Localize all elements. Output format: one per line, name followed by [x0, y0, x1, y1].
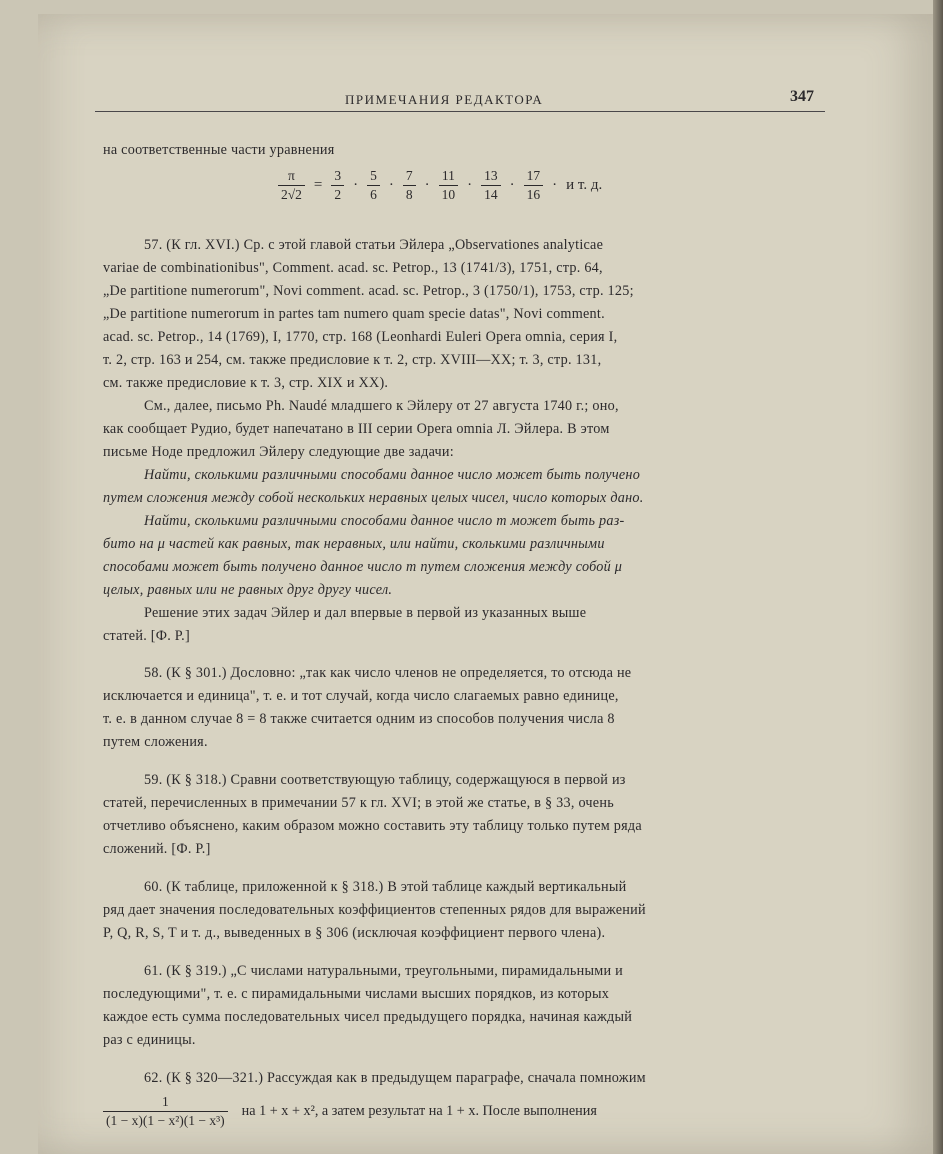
multiplication-dot: ·: [467, 177, 473, 193]
note-57-line: см. также предисловие к т. 3, стр. XIX и XX).: [103, 375, 389, 391]
note-58-line: 58. (К § 301.) Дословно: „так как число членов не определяется, то отсюда не: [144, 665, 632, 681]
fraction-denominator: 16: [524, 185, 544, 203]
fraction-numerator: 3: [334, 168, 342, 183]
note-57-line: 57. (К гл. XVI.) Ср. с этой главой статьи Эйлера „Observationes analyticae: [144, 237, 604, 253]
formula-fraction: [403, 168, 416, 203]
note-57-line: variae de combinationibus", Comment. acad. sc. Petrop., 13 (1741/3), 1751, стр. 64,: [103, 260, 603, 276]
note-57-line: т. 2, стр. 163 и 254, см. также предисловие к т. 2, стр. XVIII—XX; т. 3, стр. 131,: [103, 352, 602, 368]
fraction-numerator: 5: [370, 168, 377, 183]
fraction-numerator: 17: [526, 168, 541, 183]
equals-sign: =: [313, 177, 323, 193]
note-57-line: См., далее, письмо Ph. Naudé младшего к Эйлеру от 27 августа 1740 г.; оно,: [144, 398, 619, 414]
problem-2-line: Найти, сколькими различными способами данное число m может быть раз-: [144, 513, 625, 529]
multiplication-dot: ·: [509, 177, 515, 193]
fraction-numerator: 11: [441, 168, 455, 183]
formula-tail: и т. д.: [566, 177, 603, 193]
multiplication-dot: ·: [353, 177, 359, 193]
lhs-denominator: 2√2: [278, 185, 305, 203]
fraction-denominator: 8: [403, 185, 416, 203]
fraction-denominator: 6: [367, 185, 380, 203]
note-57-line: acad. sc. Petrop., 14 (1769), I, 1770, стр. 168 (Leonhardi Euleri Opera omnia, серия I,: [103, 329, 618, 345]
formula-fraction: [439, 168, 459, 203]
note-61-line: каждое есть сумма последовательных чисел предыдущего порядка, начиная каждый: [103, 1009, 633, 1025]
problem-2-line: бито на μ частей как равных, так неравных, или найти, сколькими различными: [103, 536, 605, 552]
note-59-line: статей, перечисленных в примечании 57 к гл. XVI; в этой же статье, в § 33, очень: [103, 795, 614, 811]
note-57-line: Решение этих задач Эйлер и дал впервые в первой из указанных выше: [144, 605, 587, 621]
note-62-formula: [103, 1094, 597, 1129]
multiplication-dot: ·: [388, 177, 394, 193]
note-59-line: 59. (К § 318.) Сравни соответствующую таблицу, содержащуюся в первой из: [144, 772, 626, 788]
problem-2-line: способами может быть получено данное число m путем сложения между собой μ: [103, 559, 623, 575]
page-number: 347: [790, 88, 814, 105]
intro-line: на соответственные части уравнения: [103, 142, 335, 158]
fraction-numerator: 13: [484, 168, 498, 183]
multiplication-dot: ·: [552, 177, 558, 193]
note-57-line: письме Ноде предложил Эйлеру следующие две задачи:: [103, 444, 454, 460]
multiplication-dot: ·: [424, 177, 430, 193]
note-58-line: исключается и единица", т. е. и тот случай, когда число слагаемых равно единице,: [103, 688, 619, 704]
note-57-line: статей. [Ф. Р.]: [103, 628, 190, 644]
problem-2-line: целых, равных или не равных друг другу чисел.: [103, 582, 393, 598]
formula-fraction: [481, 168, 501, 203]
lhs-numerator: π: [288, 168, 295, 183]
fraction-denominator: 14: [481, 185, 501, 203]
note-60-line: ряд дает значения последовательных коэффициентов степенных рядов для выражений: [103, 902, 646, 918]
formula62-numerator: 1: [161, 1094, 169, 1109]
fraction-denominator: 2: [331, 185, 344, 203]
formula-fraction: [524, 168, 544, 203]
formula62-text: на 1 + x + x², а затем результат на 1 + x. После выполнения: [241, 1103, 597, 1119]
problem-1-line: путем сложения между собой нескольких неравных целых чисел, число которых дано.: [103, 490, 644, 506]
running-header: ПРИМЕЧАНИЯ РЕДАКТОРА: [345, 92, 544, 107]
note-60-line: P, Q, R, S, T и т. д., выведенных в § 306 (исключая коэффициент первого члена).: [103, 925, 606, 941]
note-57-line: „De partitione numerorum", Novi comment. acad. sc. Petrop., 3 (1750/1), 1753, стр. 125;: [103, 283, 634, 299]
formula62-fraction: [103, 1094, 228, 1129]
note-60-line: 60. (К таблице, приложенной к § 318.) В этой таблице каждый вертикальный: [144, 879, 627, 895]
note-57-line: как сообщает Рудио, будет напечатано в III серии Opera omnia Л. Эйлера. В этом: [103, 421, 610, 437]
book-spine: [933, 0, 943, 1154]
note-58-line: т. е. в данном случае 8 = 8 также считается одним из способов получения числа 8: [103, 711, 615, 727]
note-59-line: отчетливо объяснено, каким образом можно составить эту таблицу только путем ряда: [103, 818, 642, 834]
formula62-denominator: (1 − x)(1 − x²)(1 − x³): [103, 1111, 228, 1129]
note-62-line: 62. (К § 320—321.) Рассуждая как в предыдущем параграфе, сначала помножим: [144, 1070, 646, 1086]
note-61-line: 61. (К § 319.) „С числами натуральными, треугольными, пирамидальными и: [144, 963, 623, 979]
note-61-line: раз с единицы.: [103, 1032, 196, 1048]
fraction-numerator: 7: [405, 168, 413, 183]
note-57-line: „De partitione numerorum in partes tam numero quam specie datas", Novi comment.: [103, 306, 605, 322]
header-rule: [95, 111, 825, 112]
note-61-line: последующими", т. е. с пирамидальными числами высших порядков, из которых: [103, 986, 610, 1002]
problem-1-line: Найти, сколькими различными способами данное число может быть получено: [144, 467, 641, 483]
wallis-formula: [278, 168, 602, 203]
formula-lhs: [278, 168, 305, 203]
note-58-line: путем сложения.: [103, 734, 208, 750]
formula-fraction: [331, 168, 344, 203]
formula-fraction: [367, 168, 380, 203]
fraction-denominator: 10: [439, 185, 459, 203]
note-59-line: сложений. [Ф. Р.]: [103, 841, 211, 857]
